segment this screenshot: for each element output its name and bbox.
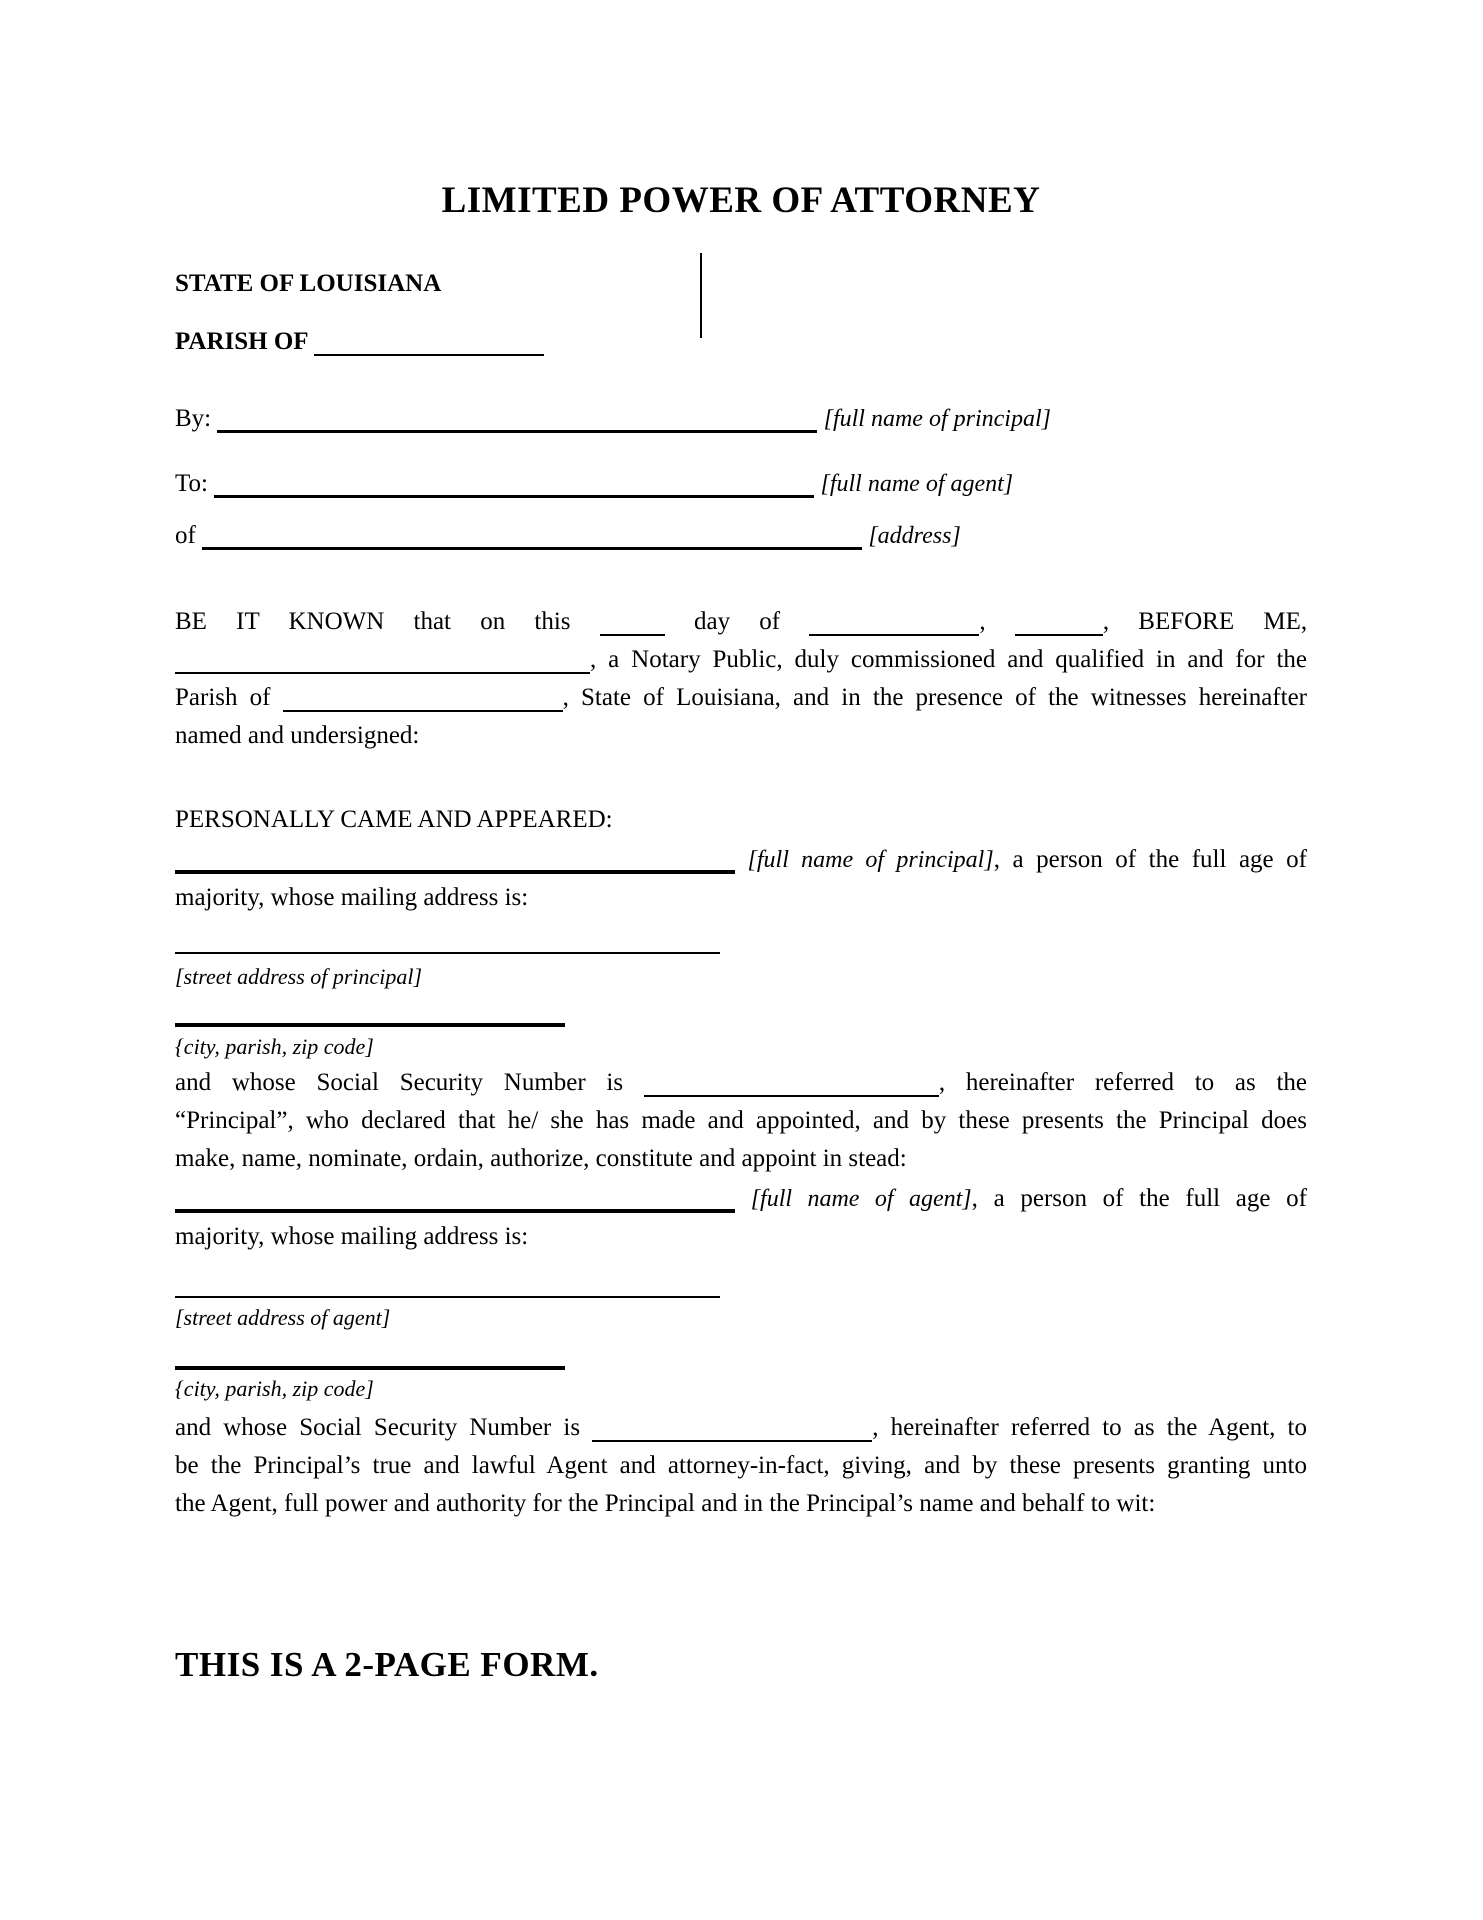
principal-ssn-text-1: and whose Social Security Number is <box>175 1069 624 1096</box>
principal-ssn-paragraph <box>175 1064 1307 1178</box>
agent-ssn-text-1: and whose Social Security Number is <box>175 1414 581 1441</box>
to-line <box>175 465 1307 503</box>
principal-after-text: , a person of the full age of <box>993 846 1307 873</box>
state-line: STATE OF LOUISIANA <box>175 270 442 297</box>
agent-street-hint: [street address of agent] <box>175 1305 391 1330</box>
parish-label: PARISH OF <box>175 328 308 355</box>
to-hint: [full name of agent] <box>820 471 1014 497</box>
intro-line-4: named and undersigned: <box>175 722 420 749</box>
notary-name-blank <box>175 672 590 674</box>
by-label: By: <box>175 405 212 432</box>
notary-paragraph <box>175 603 1307 755</box>
by-line <box>175 400 1307 438</box>
agent-grant-line-3: the Agent, full power and authority for the Principal and in the Principal’s name and behalf to wit: <box>175 1490 1156 1517</box>
agent-name-line <box>175 1180 1307 1218</box>
page-count-notice: THIS IS A 2-PAGE FORM. <box>175 1645 599 1684</box>
agent-ssn-blank <box>592 1440 872 1442</box>
agent-name-hint: [full name of agent] <box>750 1186 972 1212</box>
intro-text-6: , State of Louisiana, and in the presence of the witnesses hereinafter <box>562 684 1307 711</box>
intro-line-1 <box>175 603 1307 641</box>
agent-grant-line-2: be the Principal’s true and lawful Agent and attorney-in-fact, giving, and by these presents granting unto <box>175 1452 1307 1479</box>
intro-line-3 <box>175 679 1307 717</box>
agent-street-blank <box>175 1296 720 1298</box>
principal-street-blank <box>175 952 720 954</box>
intro-text-5: Parish of <box>175 684 271 711</box>
of-label: of <box>175 522 196 549</box>
parish-line <box>175 326 1307 358</box>
document-title: LIMITED POWER OF ATTORNEY <box>441 180 1041 221</box>
agent-city-blank <box>175 1366 565 1370</box>
by-blank <box>217 430 817 433</box>
principal-name-blank <box>175 870 735 874</box>
to-blank <box>214 495 814 498</box>
agent-name-blank <box>175 1209 735 1213</box>
principal-declare-line: “Principal”, who declared that he/ she has made and appointed, and by these presents the Principal does <box>175 1107 1307 1134</box>
day-blank <box>600 634 665 636</box>
address-blank <box>202 547 862 550</box>
of-line <box>175 517 1307 555</box>
agent-ssn-text-2: , hereinafter referred to as the Agent, to <box>872 1414 1308 1441</box>
intro-text-1: BE IT KNOWN that on this <box>175 608 571 635</box>
principal-city-hint: {city, parish, zip code] <box>175 1034 374 1059</box>
principal-mailing-line: majority, whose mailing address is: <box>175 884 529 911</box>
principal-name-line <box>175 841 1307 879</box>
principal-ssn-blank <box>644 1095 939 1097</box>
intro-text-3: BEFORE ME, <box>1138 608 1308 635</box>
principal-ssn-line <box>175 1064 1307 1102</box>
principal-ssn-text-2: , hereinafter referred to as the <box>938 1069 1307 1096</box>
principal-city-blank <box>175 1023 565 1027</box>
notary-parish-blank <box>283 710 563 712</box>
to-label: To: <box>175 470 208 497</box>
agent-mailing-line: majority, whose mailing address is: <box>175 1223 529 1250</box>
intro-comma-2: , <box>1102 608 1110 635</box>
by-hint: [full name of principal] <box>823 406 1051 432</box>
address-hint: [address] <box>868 523 961 549</box>
agent-ssn-line <box>175 1409 1307 1447</box>
principal-appoint-line: make, name, nominate, ordain, authorize, constitute and appoint in stead: <box>175 1145 907 1172</box>
agent-ssn-paragraph <box>175 1409 1307 1523</box>
intro-comma-1: , <box>979 608 986 635</box>
intro-line-2 <box>175 641 1307 679</box>
year-blank <box>1015 634 1103 636</box>
parish-blank <box>314 354 544 356</box>
divider-line <box>700 253 702 338</box>
month-blank <box>809 634 979 636</box>
agent-city-hint: {city, parish, zip code] <box>175 1376 374 1401</box>
intro-text-2: day of <box>693 608 781 635</box>
agent-after-text: , a person of the full age of <box>971 1185 1308 1212</box>
principal-name-hint: [full name of principal] <box>747 847 994 873</box>
appeared-heading: PERSONALLY CAME AND APPEARED: <box>175 806 613 833</box>
intro-text-4: , a Notary Public, duly commissioned and qualified in and for the <box>590 646 1307 673</box>
principal-street-hint: [street address of principal] <box>175 964 423 989</box>
